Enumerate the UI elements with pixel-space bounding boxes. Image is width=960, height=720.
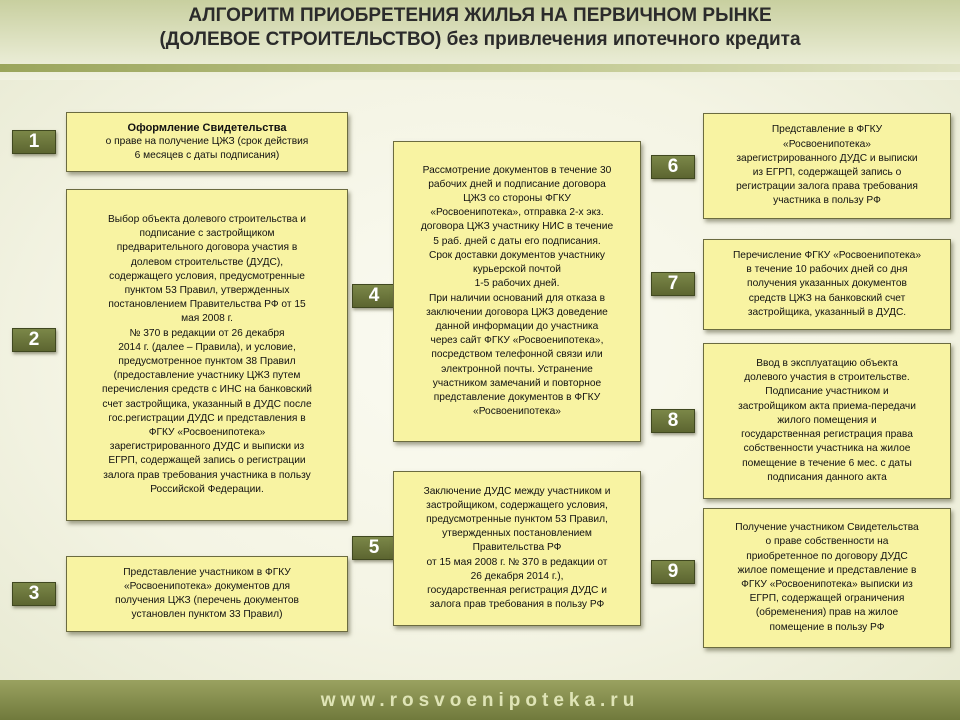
step-box-1	[66, 112, 348, 172]
step-4-line: данной информации до участника	[435, 320, 599, 332]
step-2-line: пунктом 53 Правил, утвержденных	[124, 284, 290, 296]
step-box-6	[703, 113, 951, 219]
step-8-line: государственная регистрация права	[741, 429, 913, 441]
step-3-line: получения ЦЖЗ (перечень документов	[115, 595, 299, 606]
step-8-line: жилого помещения и	[777, 414, 877, 426]
step-2-line: (предоставление участнику ЦЖЗ путем	[113, 370, 301, 382]
step-4-line: заключении договора ЦЖЗ доведение	[426, 306, 608, 318]
step-7-line: в течение 10 рабочих дней со дня	[746, 264, 908, 276]
step-7-line: застройщика, указанный в ДУДС.	[747, 306, 907, 318]
step-3-line: «Росвоенипотека» документов для	[123, 580, 291, 592]
step-4-line: «Росвоенипотека», отправка 2-х экз.	[430, 207, 604, 219]
step-2-line: содержащего условия, предусмотренные	[109, 270, 305, 282]
step-6-line: из ЕГРП, содержащей запись о	[752, 167, 902, 178]
step-badge-8: 8	[651, 409, 695, 433]
step-4-line: представление документов в ФГКУ	[433, 391, 601, 403]
step-2-line: счет застройщика, указанный в ДУДС после	[102, 398, 312, 410]
step-4-line: посредством телефонной связи или	[431, 349, 603, 361]
step-6-line: «Росвоенипотека»	[783, 138, 871, 150]
step-2-line: 2014 г. (далее – Правила), и условие,	[118, 341, 296, 353]
step-box-9	[703, 508, 951, 648]
step-2-line: ФГКУ «Росвоенипотека»	[148, 427, 266, 439]
step-badge-1: 1	[12, 130, 56, 154]
step-5-line: Правительства РФ	[472, 542, 562, 554]
step-8-line: застройщиком акта приема-передачи	[738, 400, 916, 412]
step-4-line: 5 раб. дней с даты его подписания.	[433, 235, 601, 247]
step-4-line: 1-5 рабочих дней.	[474, 278, 560, 290]
step-9-line: Получение участником Свидетельства	[735, 522, 919, 534]
step-5-line: Заключение ДУДС между участником и	[423, 485, 611, 497]
step-2-line: зарегистрированного ДУДС и выписки из	[109, 441, 305, 453]
step-2-line: перечисления средств с ИНС на банковский	[102, 384, 312, 396]
footer-website-link[interactable]: www.rosvoenipoteka.ru	[320, 690, 640, 711]
step-2-line: Российской Федерации.	[150, 483, 264, 495]
step-badge-4: 4	[352, 284, 396, 308]
step-2-line: мая 2008 г.	[181, 313, 233, 325]
step-8-line: помещение в течение 6 мес. с даты	[742, 457, 912, 469]
title-divider	[0, 64, 960, 72]
step-3-line: Представление участником в ФГКУ	[123, 566, 291, 578]
step-box-2	[66, 189, 348, 521]
step-4-line: электронной почты. Устранение	[441, 363, 593, 375]
title-line-1: АЛГОРИТМ ПРИОБРЕТЕНИЯ ЖИЛЬЯ НА ПЕРВИЧНОМ РЫНКЕ	[188, 5, 772, 26]
step-9-line: ЕГРП, содержащей ограничения	[749, 593, 905, 605]
step-9-line: (обременения) прав на жилое	[755, 607, 899, 619]
page-title	[0, 4, 960, 52]
step-3-line: установлен пунктом 33 Правил)	[131, 609, 283, 621]
step-box-4	[393, 141, 641, 442]
step-5-line: застройщиком, содержащего условия,	[426, 499, 608, 511]
step-4-line: Рассмотрение документов в течение 30	[422, 164, 612, 176]
step-2-line: гос.регистрации ДУДС и представления в	[108, 412, 306, 424]
step-5-line: 26 декабря 2014 г.),	[470, 570, 564, 582]
step-1-line: 6 месяцев с даты подписания)	[134, 150, 280, 162]
step-7-line: средств ЦЖЗ на банковский счет	[748, 292, 906, 304]
step-8-line: подписания данного акта	[767, 471, 887, 483]
step-2-line: ЕГРП, содержащей запись о регистрации	[108, 455, 306, 467]
step-9-line: приобретенное по договору ДУДС	[746, 550, 908, 562]
step-box-3	[66, 556, 348, 632]
step-8-line: Ввод в эксплуатацию объекта	[756, 358, 898, 370]
step-4-line: Срок доставки документов участнику	[428, 249, 605, 261]
step-5-line: залога прав требования в пользу РФ	[429, 599, 605, 611]
step-2-line: долевом строительстве (ДУДС),	[130, 256, 284, 268]
step-4-line: через сайт ФГКУ «Росвоенипотека»,	[430, 335, 604, 347]
step-badge-7: 7	[651, 272, 695, 296]
step-5-line: предусмотренные пунктом 53 Правил,	[426, 513, 608, 525]
step-box-5	[393, 471, 641, 626]
step-5-line: от 15 мая 2008 г. № 370 в редакции от	[426, 556, 608, 568]
step-badge-5: 5	[352, 536, 396, 560]
step-5-line: утвержденных постановлением	[442, 528, 592, 540]
step-box-7	[703, 239, 951, 330]
step-8-line: Подписание участником и	[765, 386, 889, 398]
step-1-line: о праве на получение ЦЖЗ (срок действия	[105, 135, 309, 147]
step-6-line: регистрации залога права требования	[736, 181, 918, 193]
step-4-line: курьерской почтой	[473, 264, 561, 276]
step-2-line: предусмотренное пунктом 38 Правил	[118, 356, 296, 367]
step-2-line: подписание с застройщиком	[139, 228, 275, 240]
step-6-line: зарегистрированного ДУДС и выписки	[736, 152, 918, 164]
step-7-line: Перечисление ФГКУ «Росвоенипотека»	[732, 249, 921, 261]
step-2-line: постановлением Правительства РФ от 15	[108, 299, 306, 311]
step-9-line: о праве собственности на	[765, 536, 889, 548]
step-2-line: Выбор объекта долевого строительства и	[107, 213, 307, 225]
step-4-line: ЦЖЗ со стороны ФГКУ	[463, 193, 571, 205]
step-badge-2: 2	[12, 328, 56, 352]
step-6-line: участника в пользу РФ	[773, 195, 881, 207]
step-8-line: долевого участия в строительстве.	[744, 372, 910, 384]
step-5-line: государственная регистрация ДУДС и	[427, 585, 607, 596]
step-4-line: участником замечаний и повторное	[432, 377, 602, 389]
step-9-line: ФГКУ «Росвоенипотека» выписки из	[741, 579, 913, 590]
step-2-line: залога прав требования участника в пользу	[103, 469, 311, 481]
step-9-line: помещение в пользу РФ	[769, 621, 885, 633]
step-7-line: получения указанных документов	[747, 278, 907, 290]
step-badge-6: 6	[651, 155, 695, 179]
step-4-line: договора ЦЖЗ участнику НИС в течение	[420, 221, 614, 233]
step-6-line: Представление в ФГКУ	[771, 124, 883, 136]
step-2-line: № 370 в редакции от 26 декабря	[129, 327, 285, 339]
step-badge-3: 3	[12, 582, 56, 606]
step-4-line: При наличии оснований для отказа в	[429, 292, 605, 304]
step-2-line: предварительного договора участия в	[116, 242, 298, 254]
step-4-line: рабочих дней и подписание договора	[428, 178, 606, 190]
step-8-line: собственности участника на жилое	[743, 443, 911, 455]
step-9-line: жилое помещение и представление в	[737, 564, 917, 576]
step-badge-9: 9	[651, 560, 695, 584]
title-line-2: (ДОЛЕВОЕ СТРОИТЕЛЬСТВО) без привлечения ипотечного кредита	[159, 29, 801, 50]
step-1-line: Оформление Свидетельства	[127, 121, 287, 134]
step-4-line: «Росвоенипотека»	[473, 406, 561, 418]
step-box-8	[703, 343, 951, 499]
